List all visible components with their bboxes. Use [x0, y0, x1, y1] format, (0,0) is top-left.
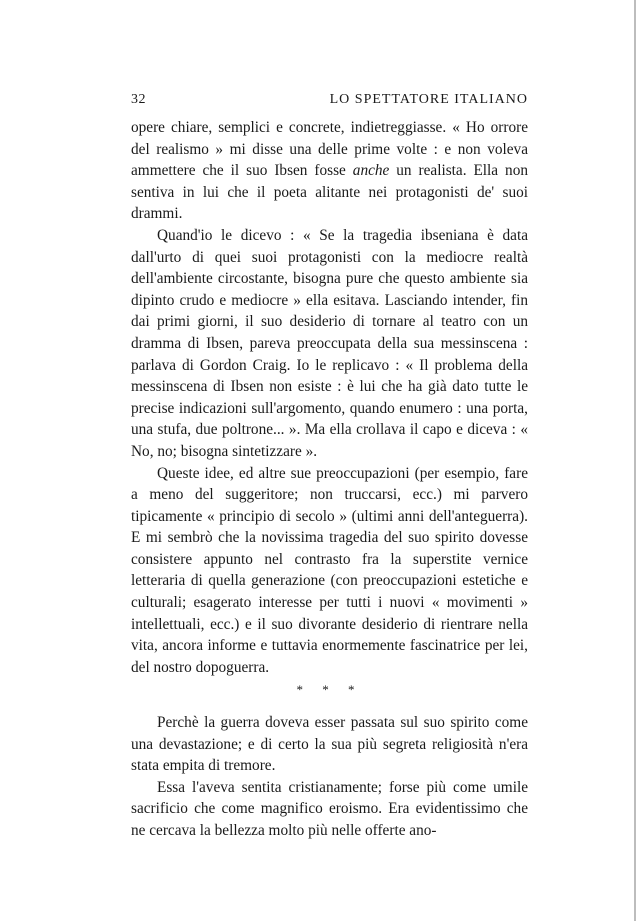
paragraph-1-part-2: un realista. Ella non sentiva in lui che il poeta alitante nei protagonisti de' suoi drammi.: [131, 162, 528, 223]
paragraph-4: Perchè la guerra doveva esser passata sul suo spirito come una devastazione; e di certo la sua più segreta religiosità n'era stata empita di tremore.: [131, 714, 528, 775]
paragraph-1-emphasis: anche: [352, 162, 390, 180]
page-edge-divider: [634, 0, 636, 921]
paragraph-2: Quand'io le dicevo : « Se la tragedia ibseniana è data dall'urto di quei suoi protagonisti con la mediocre realtà dell'ambiente circostante, bisogna pure che questo ambiente sia dipinto crudo e mediocre » ella esitava. Lasciando intender, fin dai primi giorni, il suo desiderio di tornare al teatro con un dramma di Ibsen, pareva preoccupata della sua messinscena : parlava di Gordon Craig. Io le replicavo : « Il problema della messinscena di Ibsen non esiste : è lui che ha già dato tutte le precise indicazioni sull'argomento, quando enumero : una porta, una stufa, due poltrone... ». Ma ella crollava il capo e diceva : « No, no; bisogna sintetizzare ».: [131, 226, 528, 460]
paragraph-1: [131, 117, 528, 225]
page-header: [131, 92, 528, 114]
paragraph-1-part-1: opere chiare, semplici e concrete, indietreggiasse. « Ho orrore del realismo » mi disse una delle prime volte : e non voleva ammettere che il suo Ibsen fosse: [131, 119, 528, 180]
running-title: LO SPETTATORE ITALIANO: [329, 92, 528, 107]
page-number: 32: [131, 92, 146, 107]
section-2-text: [131, 712, 528, 842]
section-break-asterisks: * * *: [296, 682, 363, 697]
section-1-text: [131, 117, 528, 678]
paragraph-5: Essa l'aveva sentita cristianamente; forse più come umile sacrificio che come magnifico eroismo. Era evidentissimo che ne cercava la bellezza molto più nelle offerte ano-: [131, 778, 528, 839]
paragraph-3: Queste idee, ed altre sue preoccupazioni (per esempio, fare a meno del suggeritore; non truccarsi, ecc.) mi parvero tipicamente « principio di secolo » (ultimi anni dell'anteguerra). E mi sembrò che la novissima tragedia del suo spirito dovesse consistere appunto nel contrasto fra la superstite vernice letteraria di quella generazione (con preoccupazioni estetiche e culturali; esagerato interesse per tutti i nuovi « movimenti » intellettuali, ecc.) e il suo divorante desiderio di rientrare nella vita, ancora informe e tuttavia enormemente fascinatrice per lei, del nostro dopoguerra.: [131, 464, 528, 676]
